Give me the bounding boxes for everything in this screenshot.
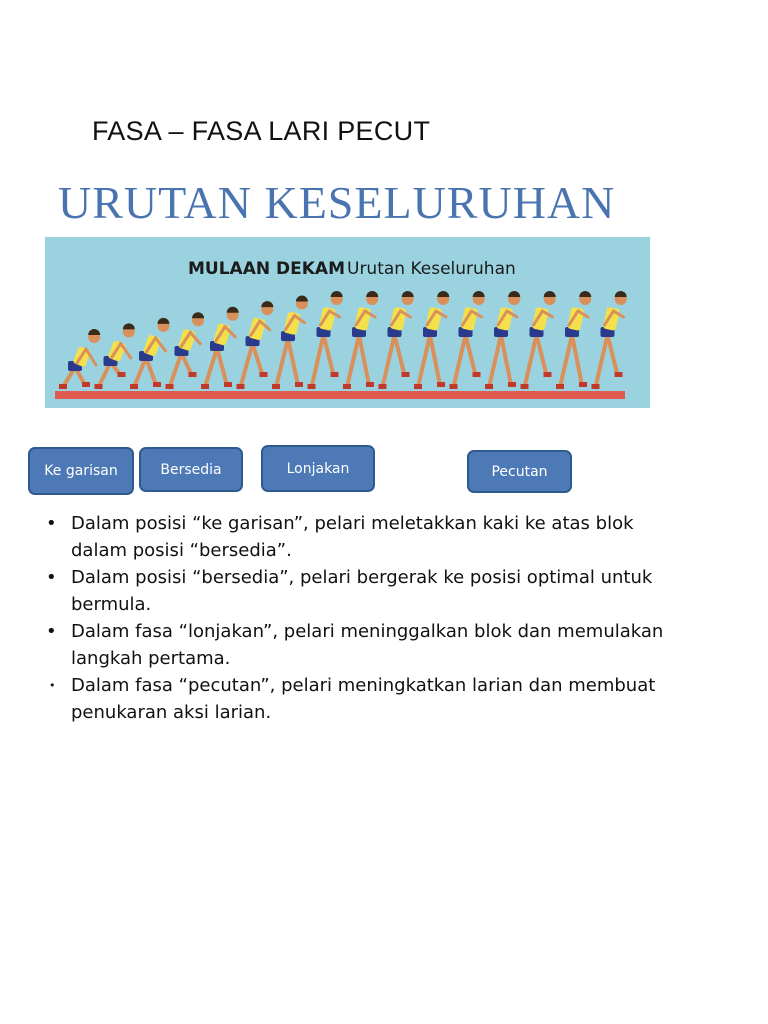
bullet-icon: • (46, 567, 57, 588)
phase-button-ke-garisan[interactable]: Ke garisan (28, 447, 134, 495)
bullet-icon: • (46, 621, 57, 642)
list-item: • Dalam fasa “lonjakan”, pelari meninggalkan blok dan memulakan langkah pertama. (46, 618, 686, 672)
section-title: URUTAN KESELURUHAN (58, 177, 616, 228)
phase-button-bersedia[interactable]: Bersedia (139, 447, 243, 492)
phase-button-lonjakan[interactable]: Lonjakan (261, 445, 375, 492)
bullet-icon: • (49, 679, 56, 692)
phase-description-list (46, 510, 686, 726)
list-item: • Dalam posisi “ke garisan”, pelari meletakkan kaki ke atas blok dalam posisi “bersedia”. (46, 510, 686, 564)
list-item: • Dalam fasa “pecutan”, pelari meningkatkan larian dan membuat penukaran aksi larian. (46, 672, 686, 726)
list-item: • Dalam posisi “bersedia”, pelari bergerak ke posisi optimal untuk bermula. (46, 564, 686, 618)
figure-label-light: Urutan Keseluruhan (347, 259, 516, 279)
running-track (55, 391, 625, 399)
sprint-sequence-figure (45, 237, 650, 408)
bullet-icon: • (46, 513, 57, 534)
figure-label-bold: MULAAN DEKAM (188, 259, 345, 279)
phase-button-pecutan[interactable]: Pecutan (467, 450, 572, 493)
page-heading: FASA – FASA LARI PECUT (92, 116, 431, 146)
